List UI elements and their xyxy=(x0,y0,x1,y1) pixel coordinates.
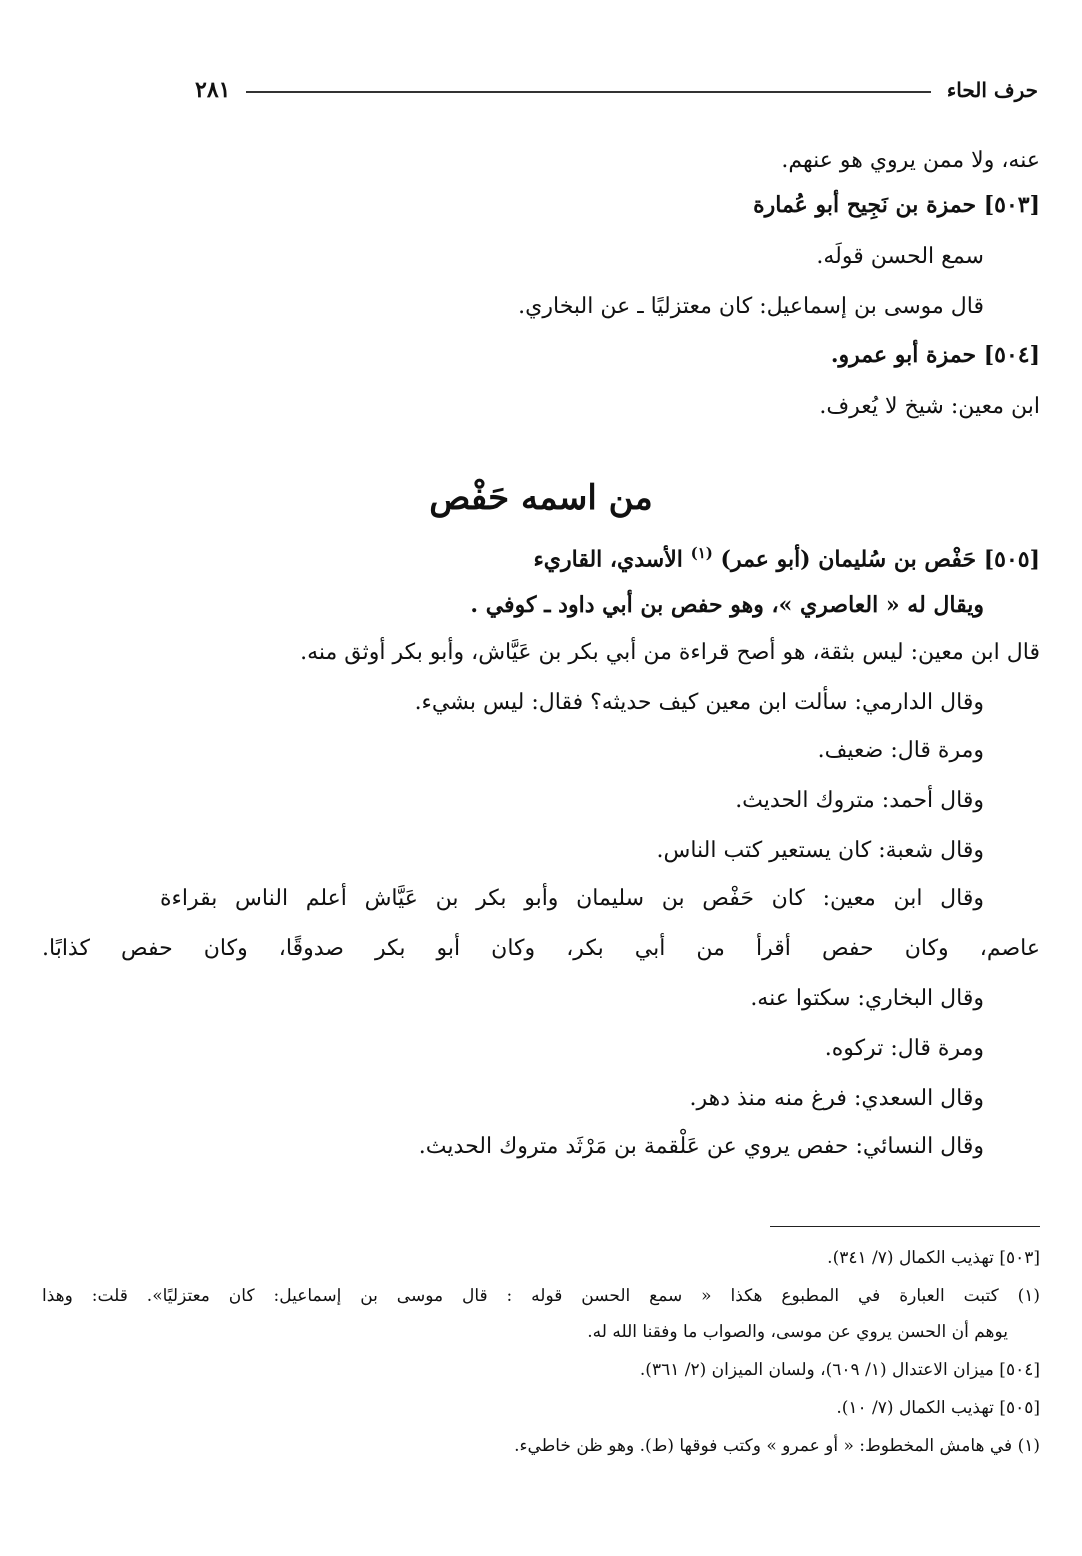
body-line: وقال أحمد: متروك الحديث. xyxy=(735,788,984,813)
body-line: ومرة قال: تركوه. xyxy=(824,1036,984,1061)
footnote: [٥٠٤] ميزان الاعتدال (١/ ٦٠٩)، ولسان الميزان (٢/ ٣٦١). xyxy=(639,1360,1040,1380)
entry-504-title: [٥٠٤] حمزة أبو عمرو. xyxy=(830,342,1040,368)
body-line: وقال النسائي: حفص يروي عن عَلْقمة بن مَرْثَد متروك الحديث. xyxy=(418,1134,984,1159)
footnote-rule xyxy=(770,1226,1040,1227)
body-line: عنه، ولا ممن يروي هو عنهم. xyxy=(781,148,1040,173)
body-line: وقال البخاري: سكتوا عنه. xyxy=(750,986,984,1011)
body-line: ويقال له « العاصري »، وهو حفص بن أبي داود ـ كوفي . xyxy=(470,592,984,618)
body-line: ومرة قال: ضعيف. xyxy=(817,738,984,763)
entry-505-name: [٥٠٥] حَفْص بن سُليمان (أبو عمر) xyxy=(720,546,1040,573)
body-line: ابن معين: شيخ لا يُعرف. xyxy=(819,394,1040,419)
body-line: عاصم، وكان حفص أقرأ من أبي بكر، وكان أبو بكر صدوقًا، وكان حفص كذابًا. xyxy=(42,936,1040,961)
footnote: (١) في هامش المخطوط: « أو عمرو » وكتب فوقها (ط). وهو ظن خاطيء. xyxy=(514,1436,1040,1456)
footnote: [٥٠٣] تهذيب الكمال (٧/ ٣٤١). xyxy=(827,1248,1040,1268)
body-line: قال ابن معين: ليس بثقة، هو أصح قراءة من أبي بكر بن عَيَّاش، وأبو بكر أوثق منه. xyxy=(300,640,1040,665)
footnote: [٥٠٥] تهذيب الكمال (٧/ ١٠). xyxy=(836,1398,1040,1418)
body-line: قال موسى بن إسماعيل: كان معتزليًا ـ عن البخاري. xyxy=(518,294,984,319)
body-line: سمع الحسن قولَه. xyxy=(816,244,984,269)
footnote: يوهم أن الحسن يروي عن موسى، والصواب ما وفقنا الله له. xyxy=(587,1322,1008,1342)
entry-505-title xyxy=(533,538,1040,574)
chapter-title: حرف الحاء xyxy=(946,78,1038,102)
running-header xyxy=(195,72,1038,108)
footnote: (١) كتبت العبارة في المطبوع هكذا « سمع الحسن قوله : قال موسى بن إسماعيل: كان معتزليًا». قلت: وهذا xyxy=(42,1286,1040,1306)
body-line: وقال الدارمي: سألت ابن معين كيف حديثه؟ فقال: ليس بشيء. xyxy=(414,690,984,715)
body-line: وقال شعبة: كان يستعير كتب الناس. xyxy=(656,838,984,863)
body-line: وقال ابن معين: كان حَفْص بن سليمان وأبو بكر بن عَيَّاش أعلم الناس بقراءة xyxy=(160,886,984,911)
page-number: ٢٨١ xyxy=(195,77,231,103)
footnote-ref: (١) xyxy=(690,544,713,562)
body-line: وقال السعدي: فرغ منه منذ دهر. xyxy=(689,1086,984,1111)
header-rule xyxy=(246,91,930,93)
section-heading: من اسمه حَفْص xyxy=(429,478,653,518)
entry-503-title: [٥٠٣] حمزة بن نَجِيح أبو عُمارة xyxy=(753,192,1040,218)
entry-505-desc: الأسدي، القاريء xyxy=(533,546,683,573)
